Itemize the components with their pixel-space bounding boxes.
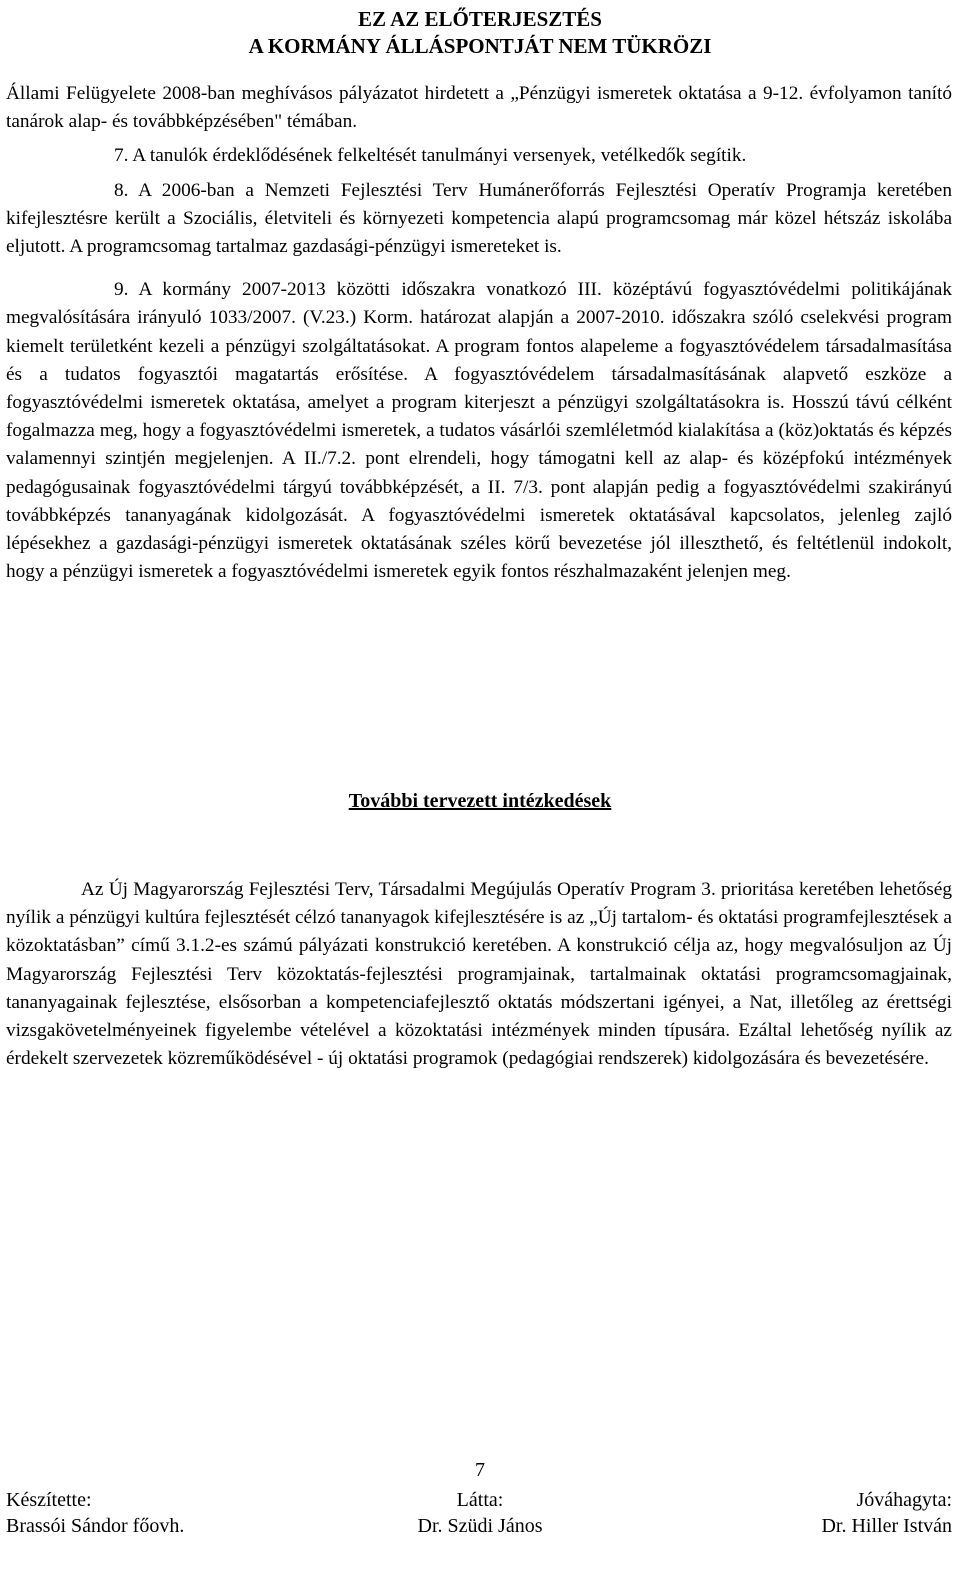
signature-approved — [821, 1487, 952, 1539]
signature-seen — [330, 1487, 630, 1539]
paragraph-intro: Állami Felügyelete 2008-ban meghívásos pályázatot hirdetett a „Pénzügyi ismeretek oktatása a 9-12. évfolyamon tanító tanárok alap- és továbbképzésében" témában. — [6, 83, 952, 133]
paragraph-7: 7. A tanulók érdeklődésének felkeltését tanulmányi versenyek, vetélkedők segítik. — [114, 145, 747, 167]
paragraph-8: 8. A 2006-ban a Nemzeti Fejlesztési Terv Humánerőforrás Fejlesztési Operatív Programja keretében kifejlesztésre került a Szociális, életviteli és környezeti kompetencia alapú programcsomag már közel hétszáz iskolába eljutott. A programcsomag tartalmaz gazdasági-pénzügyi ismereteket is. — [6, 179, 952, 258]
body-upper — [6, 80, 952, 586]
approved-name: Dr. Hiller István — [821, 1515, 952, 1537]
paragraph-9: 9. A kormány 2007-2013 közötti időszakra vonatkozó III. középtávú fogyasztóvédelmi politikájának megvalósítására irányuló 1033/2007. (V.23.) Korm. határozat alapján a 2007-2010. időszakra szóló cselekvési program kiemelt területként kezeli a pénzügyi szolgáltatásokat. A program fontos alapeleme a fogyasztóvédelem társadalmasítása és a tudatos fogyasztói magatartás erősítése. A fogyasztóvédelem társadalmasításának alapvető eszköze a fogyasztóvédelmi ismeretek oktatása, amelyet a program kiterjeszt a pénzügyi szolgáltatásokra is. Hosszú távú célként fogalmazza meg, hogy a fogyasztóvédelmi ismeretek, a tudatos vásárlói szemléletmód kialakítása a (köz)oktatás és képzés valamennyi szintjén megjelenjen. A II./7.2. pont elrendeli, hogy támogatni kell az alap- és középfokú intézmények pedagógusainak fogyasztóvédelmi tárgyú továbbképzését, a II. 7/3. pont alapján pedig a fogyasztóvédelmi szakirányú továbbképzés tananyagának kidolgozását. A fogyasztóvédelmi ismeretek oktatásával kapcsolatos, jelenleg zajló lépésekhez a gazdasági-pénzügyi ismeretek oktatásának széles körű bevezetése jól illeszthető, és feltétlenül indokolt, hogy a pénzügyi ismeretek a fogyasztóvédelmi ismeretek egyik fontos részhalmazaként jelenjen meg. — [6, 279, 952, 583]
body-lower — [6, 876, 952, 1073]
seen-name: Dr. Szüdi János — [417, 1515, 543, 1537]
header-line-2: A KORMÁNY ÁLLÁSPONTJÁT NEM TÜKRÖZI — [248, 34, 712, 58]
document-header — [0, 6, 960, 60]
prepared-label: Készítette: — [6, 1489, 92, 1511]
header-line-1: EZ AZ ELŐTERJESZTÉS — [358, 7, 602, 31]
prepared-name: Brassói Sándor főovh. — [6, 1515, 185, 1537]
section-heading: További tervezett intézkedések — [348, 790, 612, 812]
seen-label: Látta: — [456, 1489, 504, 1511]
page-number: 7 — [475, 1459, 485, 1481]
signature-prepared — [6, 1487, 184, 1539]
approved-label: Jóváhagyta: — [856, 1489, 952, 1511]
paragraph-section: Az Új Magyarország Fejlesztési Terv, Társadalmi Megújulás Operatív Program 3. prioritása keretében lehetőség nyílik a pénzügyi kultúra fejlesztését célzó tananyagok kifejlesztésére is az „Új tartalom- és oktatási programfejlesztések a közoktatásban” című 3.1.2-es számú pályázati konstrukció keretében. A konstrukció célja az, hogy megvalósuljon az Új Magyarország Fejlesztési Terv közoktatás-fejlesztési programjainak, tartalmainak oktatási programcsomagjainak, tananyagainak fejlesztése, elsősorban a kompetenciafejlesztő oktatás módszertani igényei, a Nat, illetőleg az érettségi vizsgakövetelményeinek figyelembe vételével a közoktatási intézmények minden típusára. Ezáltal lehetőség nyílik az érdekelt szervezetek közreműködésével - új oktatási programok (pedagógiai rendszerek) kidolgozására és bevezetésére. — [6, 879, 952, 1070]
